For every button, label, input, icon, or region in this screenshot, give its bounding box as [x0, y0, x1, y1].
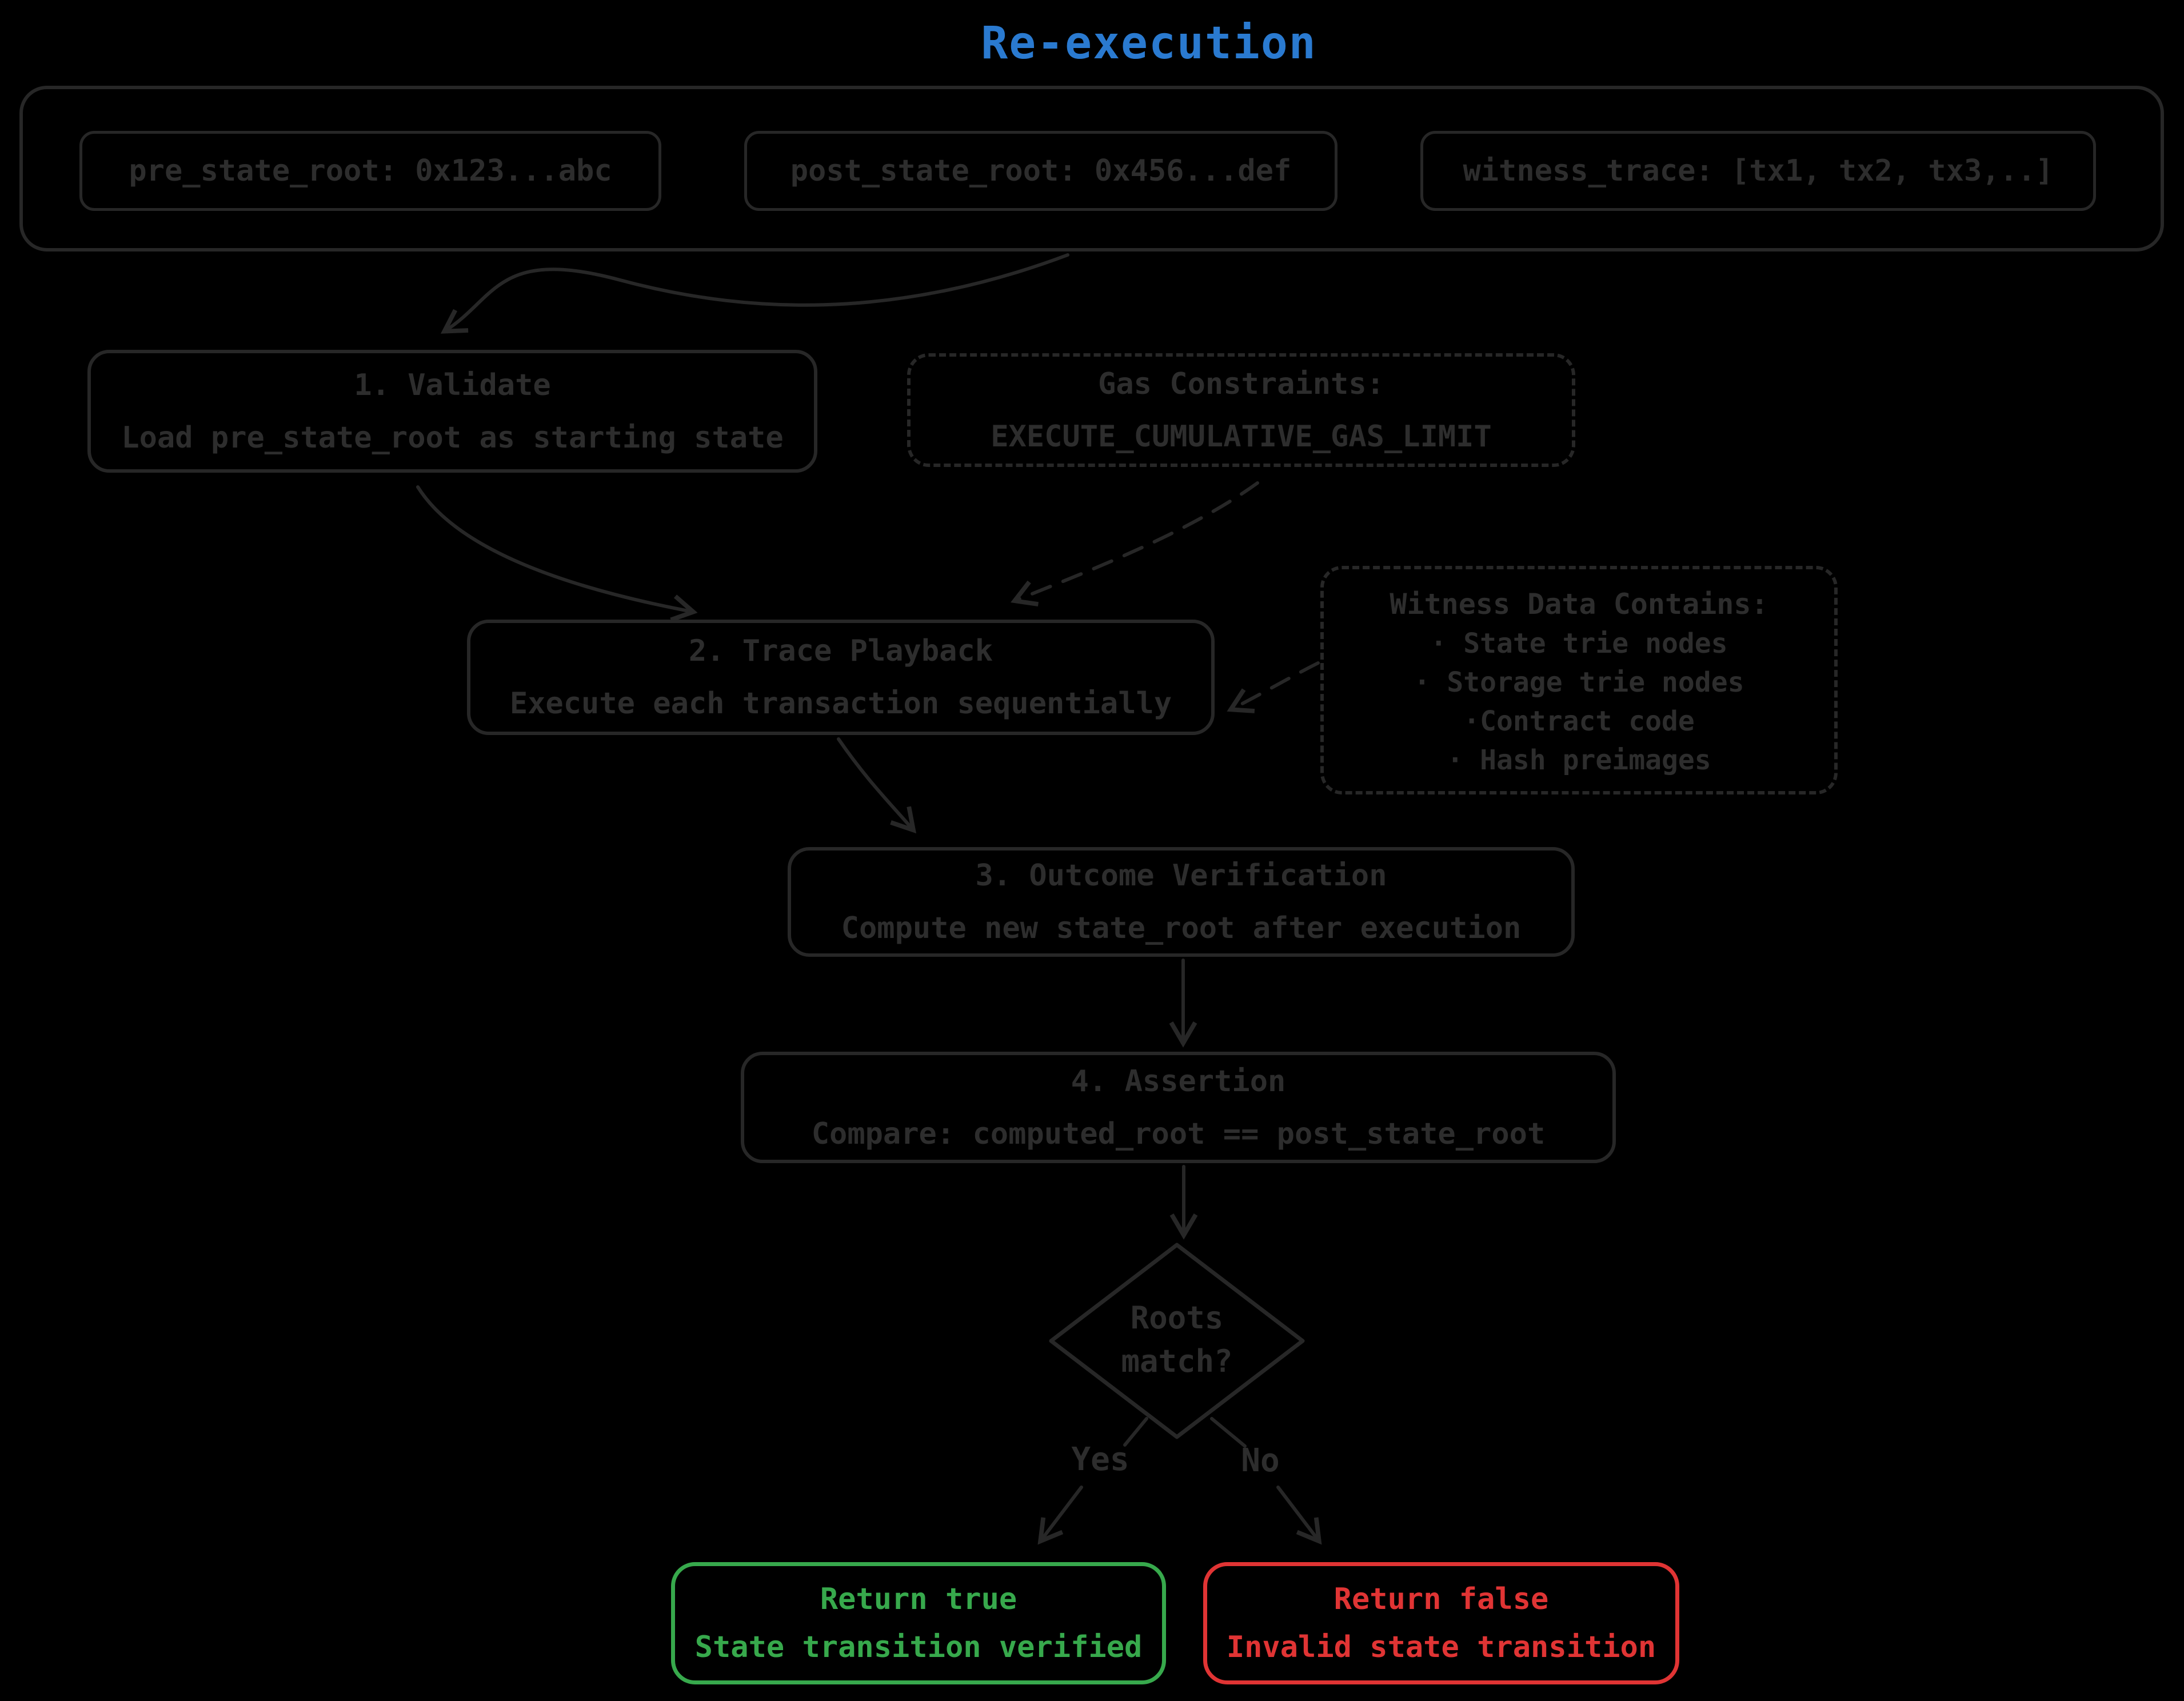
arrow-witness-to-trace [1232, 663, 1318, 709]
branch-label-yes: Yes [1071, 1441, 1129, 1478]
arrow-inputs-to-validate [446, 255, 1068, 330]
result-failure-node [1203, 1562, 1679, 1684]
decision-label [1091, 1296, 1263, 1383]
step-validate-node [87, 350, 817, 473]
pre-state-root-chip [79, 131, 661, 211]
step-outcome-subtitle: Compute new state_root after execution [841, 911, 1522, 945]
branch-label-no: No [1241, 1442, 1280, 1479]
post-state-root-chip [744, 131, 1337, 211]
witness-data-title: Witness Data Contains: [1390, 588, 1768, 621]
arrow-gas-to-trace [1016, 483, 1257, 600]
branch-line-no [1212, 1419, 1245, 1446]
step-assertion-node [741, 1052, 1616, 1163]
post-state-root-text: post_state_root: 0x456...def [790, 154, 1292, 188]
witness-data-note [1320, 566, 1838, 794]
step-outcome-node [788, 847, 1575, 957]
arrow-yes-to-true [1041, 1487, 1081, 1540]
result-failure-line2: Invalid state transition [1226, 1630, 1656, 1664]
witness-trace-chip [1420, 131, 2096, 211]
witness-data-item: · Storage trie nodes [1414, 666, 1744, 698]
result-success-line2: State transition verified [694, 1630, 1143, 1664]
gas-constraints-value: EXECUTE_CUMULATIVE_GAS_LIMIT [991, 419, 1492, 454]
arrow-trace-to-outcome [839, 739, 912, 829]
witness-data-item: ·Contract code [1463, 705, 1695, 737]
arrow-no-to-false [1278, 1487, 1318, 1540]
witness-data-item: · Hash preimages [1447, 744, 1711, 776]
step-outcome-title: 3. Outcome Verification [975, 859, 1387, 893]
page-title: Re-execution [981, 18, 1317, 69]
step-assertion-title: 4. Assertion [1071, 1064, 1286, 1099]
step-trace-subtitle: Execute each transaction sequentially [509, 686, 1172, 721]
gas-constraints-note [907, 353, 1575, 467]
pre-state-root-text: pre_state_root: 0x123...abc [129, 154, 612, 188]
decision-label-line2: match? [1121, 1343, 1233, 1379]
step-trace-title: 2. Trace Playback [688, 634, 993, 668]
gas-constraints-title: Gas Constraints: [1098, 366, 1384, 401]
step-assertion-subtitle: Compare: computed_root == post_state_root [811, 1116, 1546, 1151]
result-success-node [671, 1562, 1166, 1684]
decision-label-line1: Roots [1130, 1300, 1224, 1336]
result-failure-line1: Return false [1333, 1582, 1549, 1616]
witness-data-item: · State trie nodes [1430, 628, 1728, 660]
arrow-validate-to-trace [418, 487, 692, 612]
step-validate-subtitle: Load pre_state_root as starting state [121, 420, 784, 455]
result-success-line1: Return true [820, 1582, 1017, 1616]
step-trace-playback-node [467, 620, 1215, 735]
witness-trace-text: witness_trace: [tx1, tx2, tx3,..] [1463, 154, 2054, 188]
step-validate-title: 1. Validate [354, 368, 551, 402]
